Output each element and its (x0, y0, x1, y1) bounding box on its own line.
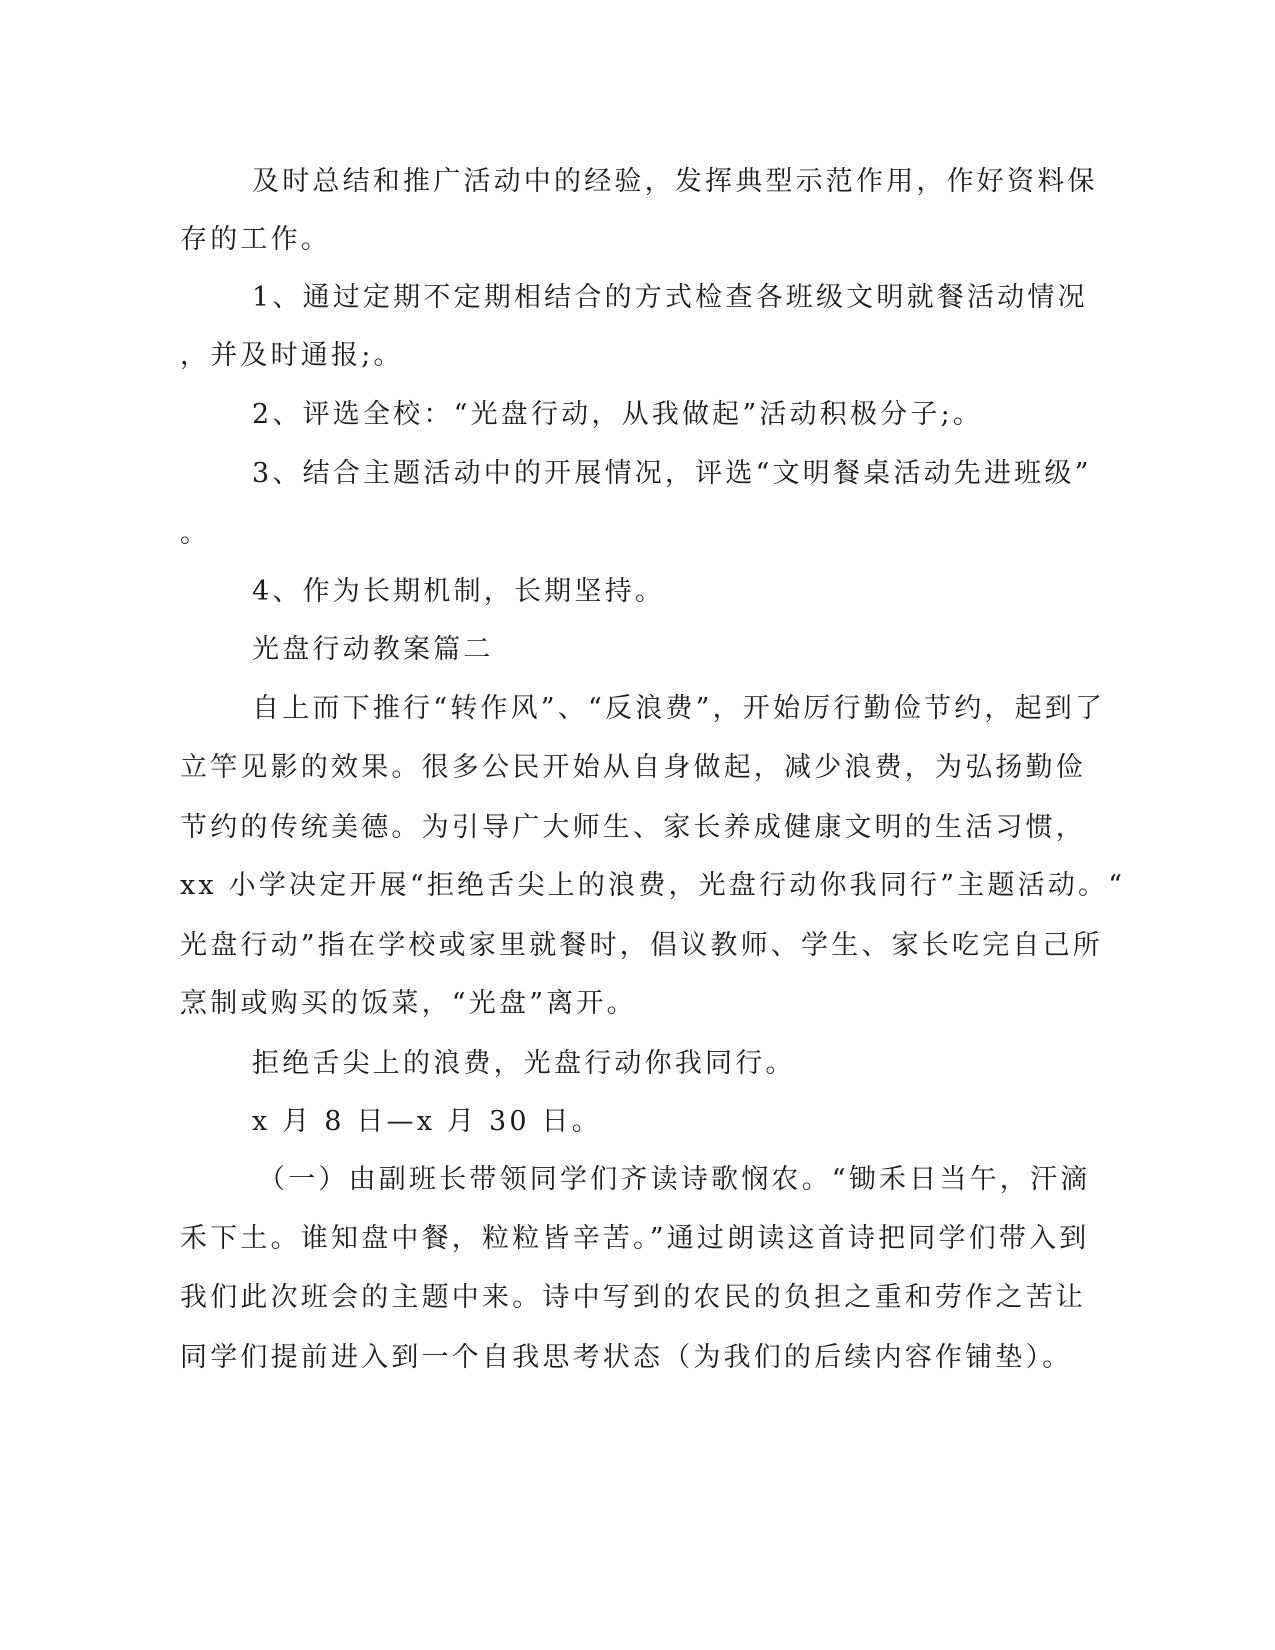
text-line: 2、评选全校：“光盘行动，从我做起”活动积极分子;。 (252, 399, 984, 430)
text-line: 存的工作。 (180, 224, 331, 255)
text-line: ，并及时通报;。 (180, 340, 404, 371)
text-line: 拒绝舌尖上的浪费，光盘行动你我同行。 (252, 1048, 796, 1079)
text-line: 4、作为长期机制，长期坚持。 (252, 576, 665, 607)
text-line: 3、结合主题活动中的开展情况，评选“文明餐桌活动先进班级” (252, 458, 1092, 489)
text-line: （一）由副班长带领同学们齐读诗歌悯农。“锄禾日当午，汗滴 (258, 1164, 1091, 1195)
text-line: 自上而下推行“转作风”、“反浪费”，开始厉行勤俭节约，起到了 (252, 693, 1106, 724)
text-line: 同学们提前进入到一个自我思考状态（为我们的后续内容作铺垫）。 (180, 1342, 1073, 1373)
text-line: 1、通过定期不定期相结合的方式检查各班级文明就餐活动情况 (252, 282, 1088, 313)
text-line: 。 (180, 518, 211, 549)
text-line: 禾下土。谁知盘中餐，粒粒皆辛苦。”通过朗读这首诗把同学们带入到 (180, 1223, 1090, 1254)
text-line: 节约的传统美德。为引导广大师生、家长养成健康文明的生活习惯， (180, 812, 1086, 843)
text-line: x 月 8 日—x 月 30 日。 (252, 1106, 602, 1137)
text-line: 立竿见影的效果。很多公民开始从自身做起，减少浪费，为弘扬勤俭 (180, 752, 1086, 783)
text-line: 光盘行动”指在学校或家里就餐时，倡议教师、学生、家长吃完自己所 (180, 930, 1104, 961)
text-line: 烹制或购买的饭菜，“光盘”离开。 (180, 988, 637, 1019)
section-heading: 光盘行动教案篇二 (252, 634, 494, 665)
text-line: 我们此次班会的主题中来。诗中写到的农民的负担之重和劳作之苦让 (180, 1282, 1086, 1313)
text-line: xx 小学决定开展“拒绝舌尖上的浪费，光盘行动你我同行”主题活动。“ (180, 870, 1126, 901)
text-line: 及时总结和推广活动中的经验，发挥典型示范作用，作好资料保 (252, 166, 1098, 197)
